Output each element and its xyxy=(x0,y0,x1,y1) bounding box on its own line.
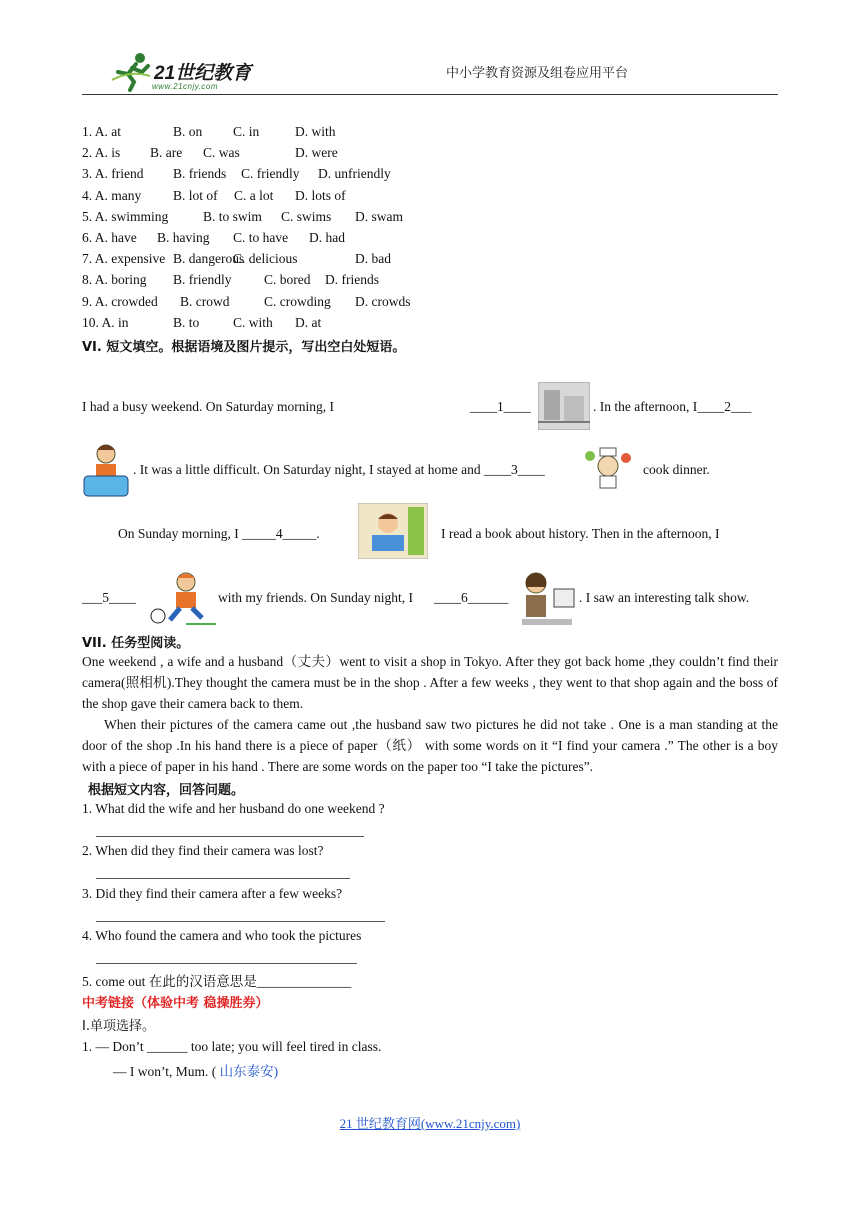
exam-link-title: 中考链接（体验中考 稳操胜券） xyxy=(82,996,269,1011)
choice-option-d: D. bad xyxy=(355,251,391,267)
question-2: 2. When did they find their camera was lost? xyxy=(82,843,324,858)
choice-option-d: D. with xyxy=(295,124,336,139)
choice-option-c: C. was xyxy=(203,145,240,161)
answer-line-2[interactable] xyxy=(96,878,350,879)
choice-option-n: 6. A. have xyxy=(82,230,137,245)
s6-line3-text: On Sunday morning, I _____4_____. xyxy=(118,526,320,541)
exam-answer-text: — I won’t, Mum. ( xyxy=(113,1064,217,1079)
question-3: 3. Did they find their camera after a few weeks? xyxy=(82,886,343,901)
choice-option-c: C. delicious xyxy=(233,251,298,267)
choice-option-n: 3. A. friend xyxy=(82,166,144,182)
choice-option-b: B. crowd xyxy=(180,293,230,309)
choice-option-n: 5. A. swimming xyxy=(82,208,169,224)
platform-title: 中小学教育资源及组卷应用平台 xyxy=(446,66,629,81)
choice-option-d: D. were xyxy=(295,145,338,161)
reading-paragraph-1: One weekend , a wife and a husband（丈夫）went to visit a shop in Tokyo. After they got back home ,they couldn’t find their camera(照相机).They thought the camera must be in the shop . After a few weeks , they went to that shop again and the boss of the shop gave their camera back to them. xyxy=(82,654,778,711)
s6-line1-end: . In the afternoon, I____2___ xyxy=(593,399,752,414)
choice-option-b: B. to swim xyxy=(203,208,262,224)
question-4: 4. Who found the camera and who took the pictures xyxy=(82,928,362,943)
choice-option-n: 2. A. is xyxy=(82,145,121,161)
boy-reading-book-image xyxy=(358,503,428,559)
answer-line-3[interactable] xyxy=(96,921,385,922)
chef-cooking-image xyxy=(582,444,634,492)
logo xyxy=(110,50,280,94)
exam-link-subtitle: I.单项选择。 xyxy=(82,1019,155,1034)
s6-line4-text: with my friends. On Sunday night, I xyxy=(218,590,413,605)
choice-option-n: 7. A. expensive xyxy=(82,251,166,267)
reading-paragraph-2: When their pictures of the camera came out ,the husband saw two pictures he did not take . One is a man standing at the door of the shop .In his hand there is a piece of paper（纸） with some words on it “I find your camera .” The other is a boy with a piece of paper in his hand . There are some words on the paper too “I take the pictures”. xyxy=(82,717,778,774)
choice-option-d: D. unfriendly xyxy=(318,166,391,182)
s6-blank-1: ____1____ xyxy=(470,399,531,414)
choice-option-d: D. swam xyxy=(355,208,403,224)
choice-option-n: 8. A. boring xyxy=(82,272,147,288)
boy-playing-soccer-image xyxy=(146,570,218,626)
exam-question-1: 1. — Don’t ______ too late; you will feel tired in class. xyxy=(82,1039,382,1054)
s6-blank-5: ___5____ xyxy=(82,590,136,605)
choice-option-c: C. with xyxy=(233,314,273,330)
boy-washing-clothes-image xyxy=(80,440,132,498)
s6-blank-6: ____6______ xyxy=(434,590,509,605)
choice-option-d: D. lots of xyxy=(295,187,346,203)
girl-watching-tv-image xyxy=(516,567,578,627)
choice-option-c: C. swims xyxy=(281,208,332,224)
choice-option-d: D. crowds xyxy=(355,293,411,309)
choice-option-b: B. friendly xyxy=(173,272,232,288)
s6-line3-end: I read a book about history. Then in the afternoon, I xyxy=(441,526,720,541)
s6-line1-text: I had a busy weekend. On Saturday morning, I xyxy=(82,399,334,414)
s6-line4-end: . I saw an interesting talk show. xyxy=(579,590,750,605)
park-photo-image xyxy=(538,382,590,430)
s6-line2: . It was a little difficult. On Saturday night, I stayed at home and ____3____ xyxy=(133,462,545,477)
exam-source: 山东泰安) xyxy=(216,1064,279,1079)
choice-option-b: B. on xyxy=(173,124,203,139)
section-6-title: VI. 短文填空。根据语境及图片提示，写出空白处短语。 xyxy=(82,340,406,355)
question-1: 1. What did the wife and her husband do one weekend ? xyxy=(82,801,385,816)
choice-option-n: 9. A. crowded xyxy=(82,293,158,309)
choice-option-d: D. at xyxy=(295,314,322,330)
reading-instruction: 根据短文内容，回答问题。 xyxy=(88,783,245,798)
choice-option-b: B. lot of xyxy=(173,187,218,203)
choice-option-c: C. to have xyxy=(233,230,289,245)
choice-option-n: 4. A. many xyxy=(82,187,142,203)
choice-option-d: D. had xyxy=(309,230,345,245)
choice-option-b: B. dangerous xyxy=(173,251,245,267)
runner-logo-icon xyxy=(110,50,154,94)
question-5: 5. come out 在此的汉语意思是______________ xyxy=(82,974,352,989)
choice-option-b: B. to xyxy=(173,314,200,330)
choice-option-n: 1. A. at xyxy=(82,124,121,139)
footer-link[interactable]: 21 世纪教育网(www.21cnjy.com) xyxy=(339,1116,521,1131)
answer-line-4[interactable] xyxy=(96,963,357,964)
logo-text: 21世纪教育 xyxy=(154,63,252,84)
choice-option-d: D. friends xyxy=(325,272,379,288)
choice-option-b: B. friends xyxy=(173,166,227,182)
section-7-title: VII. 任务型阅读。 xyxy=(82,636,190,651)
choice-option-c: C. in xyxy=(233,124,260,139)
choice-option-n: 10. A. in xyxy=(82,314,129,330)
choice-option-b: B. having xyxy=(157,230,210,245)
answer-line-1[interactable] xyxy=(96,836,364,837)
exam-answer-1 xyxy=(113,1060,278,1080)
choice-option-c: C. bored xyxy=(264,272,311,288)
choice-option-c: C. crowding xyxy=(264,293,331,309)
logo-url: www.21cnjy.com xyxy=(152,82,218,91)
choice-option-c: C. a lot xyxy=(234,187,274,203)
choice-option-b: B. are xyxy=(150,145,183,161)
s6-line2-end: cook dinner. xyxy=(643,462,710,477)
header-divider xyxy=(82,94,778,95)
choice-option-c: C. friendly xyxy=(241,166,300,182)
